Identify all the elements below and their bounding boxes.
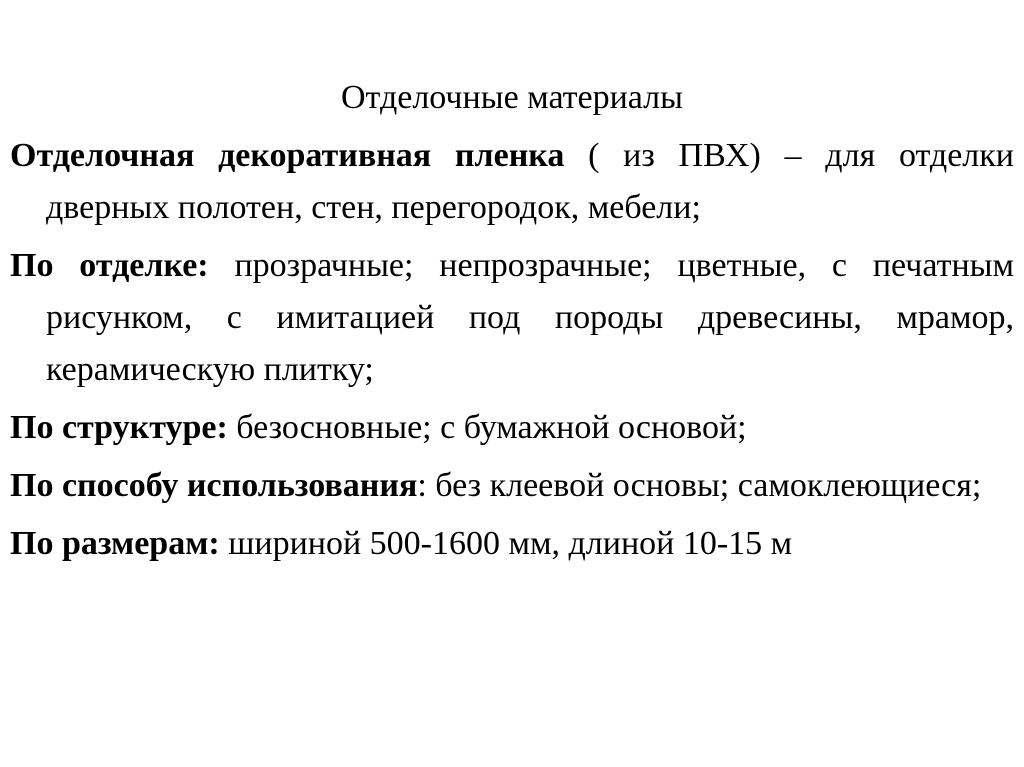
paragraph-structure-text: безосновные; с бумажной основой; xyxy=(227,409,747,446)
slide-body xyxy=(10,130,1014,576)
paragraph-finish xyxy=(10,240,1014,396)
slide-title: Отделочные материалы xyxy=(340,79,683,116)
paragraph-size-text: шириной 500-1600 мм, длиной 10-15 м xyxy=(219,525,793,562)
paragraph-size xyxy=(10,518,1014,570)
paragraph-finish-text: прозрачные; непрозрачные; цветные, с печатным рисунком, с имитацией под породы древесины, мрамор, керамическую плитку; xyxy=(46,247,1014,388)
paragraph-structure-heading: По структуре: xyxy=(10,409,228,446)
paragraph-usage-heading: По способу использования xyxy=(10,467,418,504)
paragraph-structure xyxy=(10,402,1014,454)
paragraph-film-text: ( из ПВХ) – для отделки дверных полотен, стен, перегородок, мебели; xyxy=(46,137,1014,226)
paragraph-finish-heading: По отделке: xyxy=(10,247,209,284)
paragraph-usage xyxy=(10,460,1014,512)
paragraph-usage-text: : без клеевой основы; самоклеющиеся; xyxy=(417,467,982,504)
paragraph-film xyxy=(10,130,1014,234)
paragraph-size-heading: По размерам: xyxy=(10,525,220,562)
paragraph-film-heading: Отделочная декоративная пленка xyxy=(10,137,565,174)
